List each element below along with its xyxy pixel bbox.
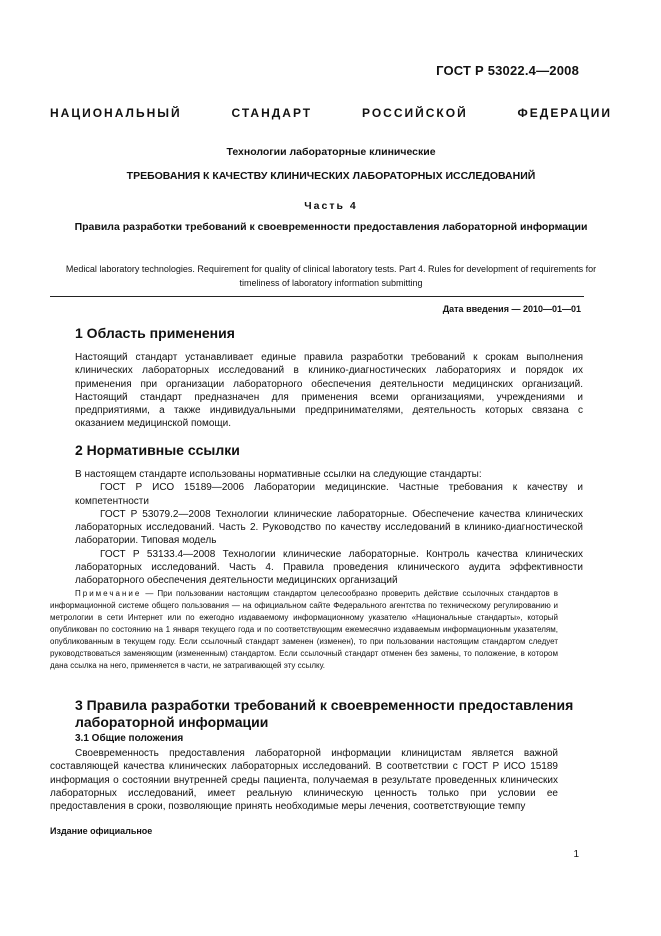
note	[50, 588, 558, 672]
title-line-2: ТРЕБОВАНИЯ К КАЧЕСТВУ КЛИНИЧЕСКИХ ЛАБОРАТОРНЫХ ИССЛЕДОВАНИЙ	[126, 170, 536, 182]
section-3-heading: 3 Правила разработки требований к своевременности предоставления лабораторной информации	[75, 697, 574, 730]
divider	[50, 296, 584, 297]
reference-item: ГОСТ Р 53079.2—2008 Технологии клинические лабораторные. Обеспечение качества клинических лабораторных исследований. Часть 2. Руководство по качеству исследований в клинико-диагностической лаборатории. Типовая модель	[75, 508, 583, 547]
section-1-paragraph	[75, 351, 583, 431]
section-3-1-text: Своевременность предоставления лабораторной информации клиницистам является важной составляющей качества клинических лабораторных исследований. В соответствии с ГОСТ Р ИСО 15189 информация о состоянии внутренней среды пациента, получаемая в результате проведенных клинических лабораторных исследований, имеет реальную клиническую ценность только при условии ее предоставления в сроки, позволяющие принять необходимые меры лечения, соответствующие темпу	[50, 748, 558, 813]
note-label: Примечание	[75, 589, 142, 598]
official-edition-label: Издание официальное	[50, 826, 153, 836]
section-1-heading: 1 Область применения	[75, 325, 235, 341]
title-line-1: Технологии лабораторные клинические	[226, 146, 436, 158]
note-text: — При пользовании настоящим стандартом целесообразно проверить действие ссылочных стандартов в информационной системе общего пользования — на официальном сайте Федерального агентства по техническому регулированию и метрологии в сети Интернет или по ежегодно издаваемому информационному указателю «Национальные стандарты», который опубликован по состоянию на 1 января текущего года и по соответствующим ежемесячно издаваемым информационным указателям, опубликованным в текущем году. Если ссылочный стандарт заменен (изменен), то при пользовании настоящим стандартом следует руководствоваться заменяющим (измененным) стандартом. Если ссылочный стандарт отменен без замены, то положение, в котором дана ссылка на него, применяется в части, не затрагивающей эту ссылку.	[50, 589, 558, 670]
references-intro: В настоящем стандарте использованы нормативные ссылки на следующие стандарты:	[75, 469, 482, 480]
subtitle-text: Правила разработки требований к своевременности предоставления лабораторной информации	[74, 221, 588, 233]
introduction-date: Дата введения — 2010—01—01	[442, 304, 581, 314]
english-title: Medical laboratory technologies. Requirement for quality of clinical laboratory tests. Part 4. Rules for development of requirements for timeliness of laboratory information submitting	[65, 264, 597, 288]
section-2-heading: 2 Нормативные ссылки	[75, 442, 240, 458]
page-number: 1	[573, 849, 579, 860]
normative-references	[75, 468, 583, 588]
document-number: ГОСТ Р 53022.4—2008	[436, 63, 579, 78]
reference-item: ГОСТ Р ИСО 15189—2006 Лаборатории медицинские. Частные требования к качеству и компетентности	[75, 482, 583, 507]
part-label: Часть 4	[304, 200, 358, 212]
subtitle	[50, 220, 612, 235]
section-1-paragraph-text: Настоящий стандарт устанавливает единые правила разработки требований к срокам выполнения клинических лабораторных исследований в клинико-диагностических лабораториях и порядок их применения при организации лабораторного обеспечения деятельности медицинских организаций. Настоящий стандарт предназначен для применения всеми организациями, учреждениями и предприятиями, а также индивидуальными предпринимателями, деятельность которых связана с оказанием медицинской помощи.	[75, 352, 583, 430]
national-standard-banner: НАЦИОНАЛЬНЫЙ СТАНДАРТ РОССИЙСКОЙ ФЕДЕРАЦИИ	[50, 106, 612, 120]
reference-item: ГОСТ Р 53133.4—2008 Технологии клинические лабораторные. Контроль качества клинических лабораторных исследований. Часть 4. Правила проведения клинического аудита эффективности лабораторного обеспечения деятельности медицинских организаций	[75, 548, 583, 587]
section-1-text	[75, 351, 583, 431]
subsection-3-1-heading: 3.1 Общие положения	[75, 733, 184, 744]
